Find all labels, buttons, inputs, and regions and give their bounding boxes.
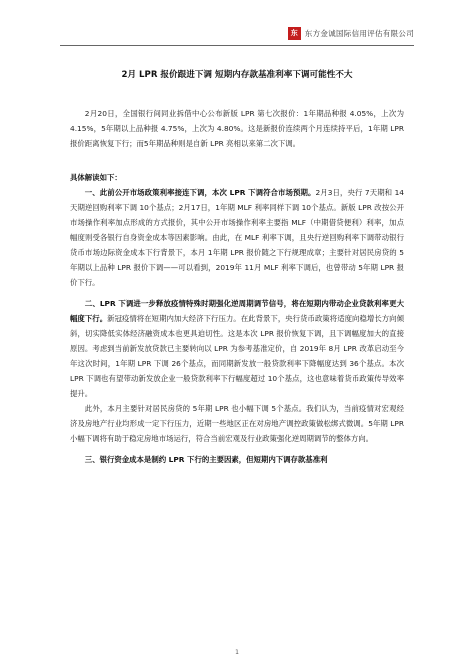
logo-glyph: 东: [290, 28, 298, 37]
page-number: 1: [235, 649, 239, 656]
company-logo-icon: [288, 27, 301, 40]
page-header: [60, 22, 414, 44]
section-1-paragraph: [70, 185, 404, 290]
company-name: 东方金诚国际信用评估有限公司: [304, 28, 414, 38]
section-2-paragraph: [70, 296, 404, 401]
section-2-lead: 二、LPR 下调进一步释放疫情特殊时期强化逆周期调节信号，将在短期内带动企业贷款利率更大幅度下行。: [70, 299, 404, 323]
section-1-body: 2月3日，央行 7天期和 14天期逆回购利率下调 10个基点；2月17日，1年期 MLF 利率同样下调 10个基点。新版 LPR 改按公开市场操作利率加点形成的方式报价，其中公开市场操作利率主要指 MLF（中期借贷便利）利率，加点幅度则受各银行自身资金成本等因素影响。由此，在 MLF 利率下调，且央行逆回购利率下调带动银行货币市场边际资金成本下行背景下，本月 1年期 LPR 报价随之下行规理成章；主要针对居民房贷的 5年期以上品种 LPR 报价下调——可以看到，2019年 11月 MLF 利率下调后，也曾带动 5年期 LPR 报价下行。: [70, 188, 404, 287]
section-2-body: 新冠疫情将在短期内加大经济下行压力。在此背景下，央行货币政策将适度向稳增长方向倾斜，切实降低实体经济融资成本也更具迫切性。这是本次 LPR 报价恢复下调，且下调幅度加大的直接原因。考虑到当前新发放贷款已主要转向以 LPR 为参考基准定价，自 2019年 8月 LPR 改革启动至今年这次时间，1年期 LPR 下调 26个基点，而同期新发放一般贷款利率下降幅度达到 36个基点。本次 LPR 下调也有望带动新发放企业一般贷款利率下行幅度超过 10个基点，这也意味着货币政策传导效率提升。: [70, 314, 404, 398]
section-heading: 具体解读如下：: [70, 173, 122, 182]
section-3-paragraph: [70, 452, 404, 467]
header-rule: [60, 45, 414, 46]
section-3-lead: 三、银行资金成本是制约 LPR 下行的主要因素，但短期内下调存款基准利: [84, 455, 328, 464]
document-body: [70, 68, 404, 467]
intro-paragraph: 2月20日，全国银行间同业拆借中心公布新版 LPR 第七次报价：1年期品种报 4.05%，上次为 4.15%，5年期以上品种报 4.75%，上次为 4.80%。这是新报价连续两个月连续持平后，1年期 LPR 报价距离恢复下行；而5年期品种则是自新 LPR 亮相以来第二次下调。: [70, 109, 404, 148]
document-title: 2月 LPR 报价跟进下调 短期内存款基准利率下调可能性不大: [121, 70, 353, 80]
section-1-lead: 一、此前公开市场政策利率接连下调，本次 LPR 下调符合市场预期。: [84, 188, 316, 197]
section-2-paragraph-b: 此外，本月主要针对居民房贷的 5年期 LPR 也小幅下调 5个基点。我们认为，当前疫情对宏观经济及房地产行业均形成一定下行压力，近期一些地区正在对房地产调控政策做松绑式微调。5年期 LPR 小幅下调将有助于稳定房地市场运行，符合当前宏观及行业政策强化逆周期调节的整体方向。: [70, 404, 404, 443]
